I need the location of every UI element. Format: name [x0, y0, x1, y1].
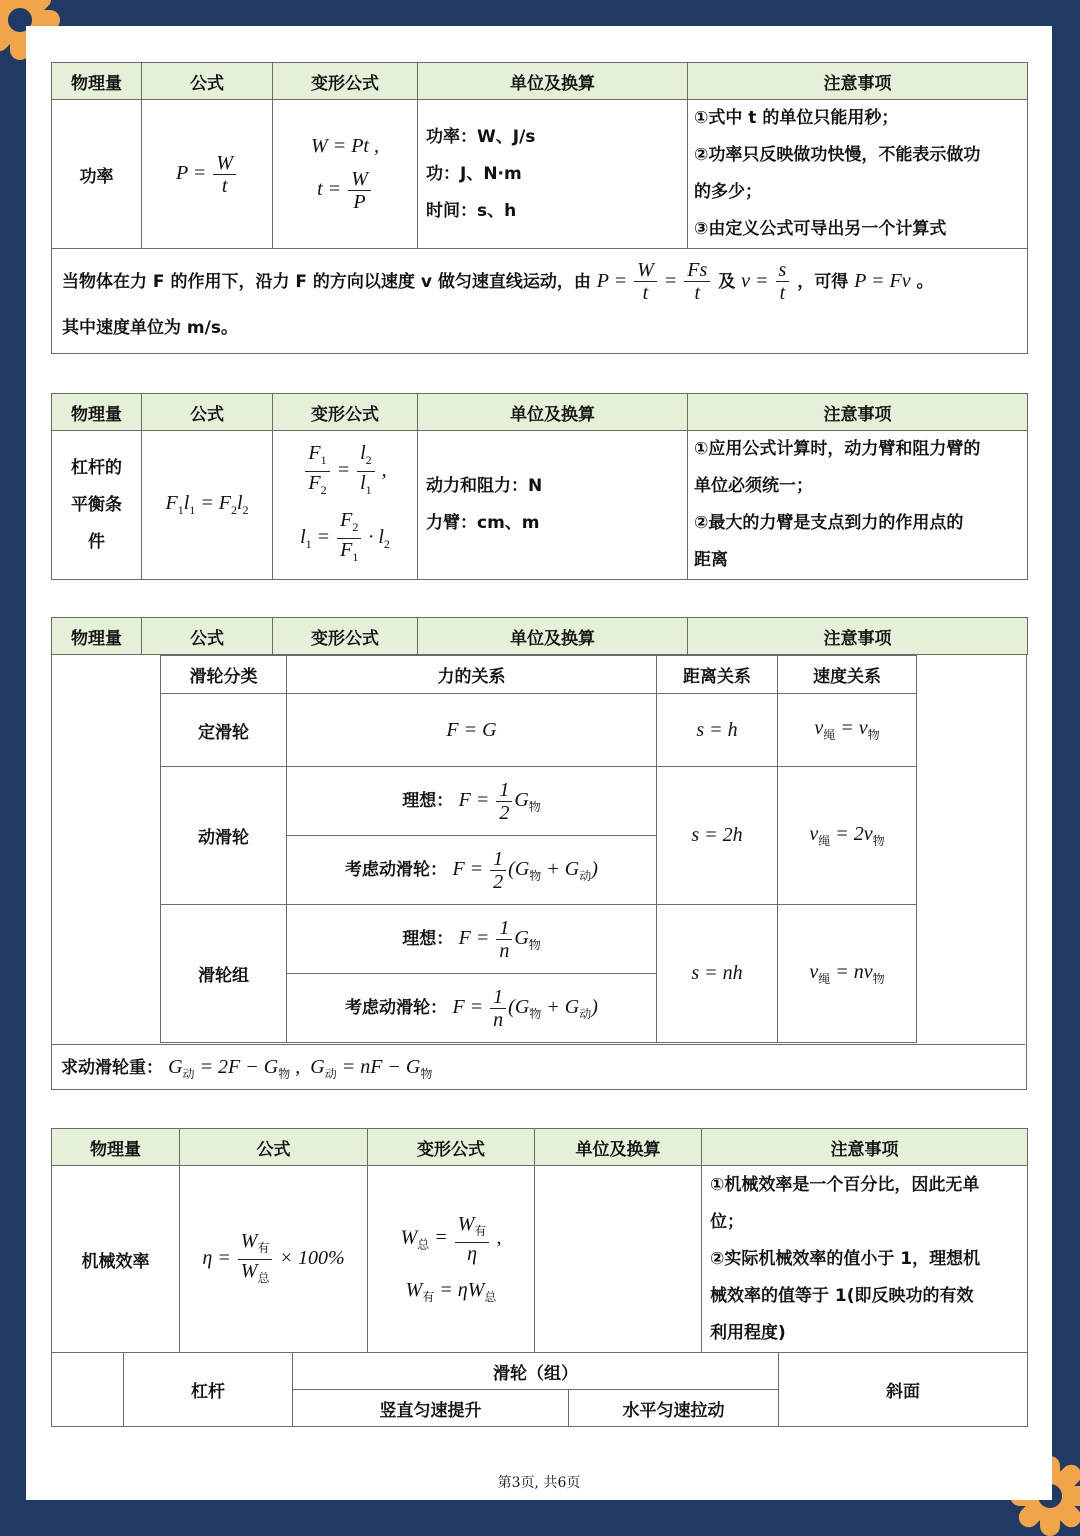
fixed-pulley-label: 定滑轮	[161, 694, 287, 767]
header-units: 单位及换算	[418, 394, 688, 431]
lever-variant: $\frac{F_1}{F_2}$ = $\frac{l_2}{l_1}$ , $l_1$ = $\frac{F_2}{F_1}$ · $l_2$	[273, 431, 418, 580]
efficiency-variant: $W_总$ = $\frac{W_有}{\eta}$ , $W_有 = \eta W_总$	[368, 1166, 535, 1353]
header-notes: 注意事项	[688, 394, 1028, 431]
power-note-line: ②功率只反映做功快慢，不能表示做功	[694, 145, 981, 165]
pulley-table	[160, 655, 917, 1043]
bottom-lever: 杠杆	[124, 1353, 293, 1427]
bottom-pulley: 滑轮（组）	[293, 1353, 779, 1390]
efficiency-table	[51, 1128, 1028, 1353]
lever-note-line: 距离	[694, 550, 728, 570]
lever-name	[52, 431, 142, 580]
power-units	[418, 100, 688, 249]
pulley-col-distance: 距离关系	[657, 656, 778, 694]
movable-force-consider: 考虑动滑轮： F = $\frac{1}{2}$ $(G_物 + G_动)$	[287, 836, 657, 905]
efficiency-formula: η = $\frac{W_有}{W_总}$ × 100%	[180, 1166, 368, 1353]
movable-force-ideal: 理想： F = $\frac{1}{2}$ $G_物$	[287, 767, 657, 836]
lever-note-line: ②最大的力臂是支点到力的作用点的	[694, 513, 964, 533]
movable-pulley-label: 动滑轮	[161, 767, 287, 905]
derivation-prefix: 当物体在力 F 的作用下，沿力 F 的方向以速度 v 做匀速直线运动，由	[62, 271, 591, 292]
header-variant: 变形公式	[273, 63, 418, 100]
fixed-speed: $v_绳 = v_物$	[778, 694, 917, 767]
bottom-vertical: 竖直匀速提升	[293, 1390, 569, 1427]
lever-unit-line: 力臂：cm、m	[426, 513, 540, 533]
power-name: 功率	[52, 100, 142, 249]
header-quantity: 物理量	[52, 63, 142, 100]
header-quantity: 物理量	[52, 1129, 180, 1166]
efficiency-bottom-table	[51, 1352, 1028, 1427]
lever-unit-line: 动力和阻力：N	[426, 476, 543, 496]
lever-name-line: 平衡条	[71, 494, 122, 515]
bottom-incline: 斜面	[779, 1353, 1028, 1427]
ideal-label: 理想：	[402, 790, 454, 811]
power-unit-line: 功率：W、J/s	[426, 126, 536, 147]
pulley-col-force: 力的关系	[287, 656, 657, 694]
page-footer: 第3页, 共6页	[497, 1475, 581, 1491]
lever-name-line: 件	[88, 531, 105, 552]
pulley-col-type: 滑轮分类	[161, 656, 287, 694]
power-variant: W = Pt , t = $\frac{W}{P}$	[273, 100, 418, 249]
header-variant: 变形公式	[273, 618, 418, 655]
header-formula: 公式	[180, 1129, 368, 1166]
pulley-header-table	[51, 617, 1028, 655]
pulley-block-label: 滑轮组	[161, 905, 287, 1043]
header-quantity: 物理量	[52, 394, 142, 431]
power-notes	[688, 100, 1028, 249]
fixed-force: F = G	[287, 694, 657, 767]
block-speed: $v_绳 = nv_物$	[778, 905, 917, 1043]
lever-units	[418, 431, 688, 580]
efficiency-note-line: ②实际机械效率的值小于 1，理想机	[710, 1248, 981, 1269]
derivation-mid: 及	[718, 271, 736, 292]
power-note-line: ③由定义公式可导出另一个计算式	[694, 219, 947, 239]
weight-label: 求动滑轮重：	[61, 1058, 163, 1078]
power-formula: P = $\frac{W}{t}$	[142, 100, 273, 249]
header-notes: 注意事项	[688, 63, 1028, 100]
pulley-col-speed: 速度关系	[778, 656, 917, 694]
lever-note-line: 单位必须统一；	[694, 476, 813, 496]
header-formula: 公式	[142, 394, 273, 431]
efficiency-notes	[702, 1166, 1028, 1353]
header-formula: 公式	[142, 63, 273, 100]
header-notes: 注意事项	[688, 618, 1028, 655]
header-units: 单位及换算	[535, 1129, 702, 1166]
derivation-end: ，可得	[797, 271, 849, 292]
movable-distance: s = 2h	[657, 767, 778, 905]
power-derivation: 当物体在力 F 的作用下，沿力 F 的方向以速度 v 做匀速直线运动，由 P = $\frac{W}{t}$ = $\frac{Fs}{t}$ 及 v = $\frac{s}{t}$ ，可得 P = Fv 。 其中速度单位为 m/s。	[52, 249, 1028, 354]
block-force-ideal: 理想： F = $\frac{1}{n}$ $G_物$	[287, 905, 657, 974]
power-unit-line: 功：J、N·m	[426, 163, 522, 184]
lever-note-line: ①应用公式计算时，动力臂和阻力臂的	[694, 439, 981, 459]
header-formula: 公式	[142, 618, 273, 655]
efficiency-note-line: 利用程度)	[710, 1322, 786, 1343]
power-note-line: ①式中 t 的单位只能用秒；	[694, 108, 899, 128]
pulley-weight-row: 求动滑轮重： $G_动 = 2F - G_物$ , $G_动$ = nF − $G_物$	[51, 1044, 1025, 1089]
power-unit-line: 时间：s、h	[426, 200, 517, 221]
consider-label: 考虑动滑轮：	[345, 859, 448, 880]
power-note-line: 的多少；	[694, 182, 762, 202]
lever-table	[51, 393, 1028, 580]
lever-name-line: 杠杆的	[71, 457, 122, 478]
efficiency-units	[535, 1166, 702, 1353]
consider-label: 考虑动滑轮：	[345, 997, 448, 1018]
block-distance: s = nh	[657, 905, 778, 1043]
bottom-horizontal: 水平匀速拉动	[569, 1390, 779, 1427]
efficiency-name: 机械效率	[52, 1166, 180, 1353]
efficiency-note-line: ①机械效率是一个百分比，因此无单	[710, 1174, 980, 1195]
efficiency-note-line: 位；	[710, 1211, 744, 1232]
fixed-distance: s = h	[657, 694, 778, 767]
lever-notes	[688, 431, 1028, 580]
header-units: 单位及换算	[418, 63, 688, 100]
header-quantity: 物理量	[52, 618, 142, 655]
page	[26, 26, 1052, 1500]
header-notes: 注意事项	[702, 1129, 1028, 1166]
block-force-consider: 考虑动滑轮： F = $\frac{1}{n}$ $(G_物 + G_动)$	[287, 974, 657, 1043]
power-table	[51, 62, 1028, 354]
ideal-label: 理想：	[402, 928, 454, 949]
lever-formula: $F_1l_1 = F_2l_2$	[142, 431, 273, 580]
header-units: 单位及换算	[418, 618, 688, 655]
header-variant: 变形公式	[368, 1129, 535, 1166]
bottom-empty-cell	[52, 1353, 124, 1427]
derivation-line2: 其中速度单位为 m/s。	[62, 317, 238, 338]
efficiency-note-line: 械效率的值等于 1(即反映功的有效	[710, 1285, 974, 1306]
header-variant: 变形公式	[273, 394, 418, 431]
movable-speed: $v_绳 = 2v_物$	[778, 767, 917, 905]
